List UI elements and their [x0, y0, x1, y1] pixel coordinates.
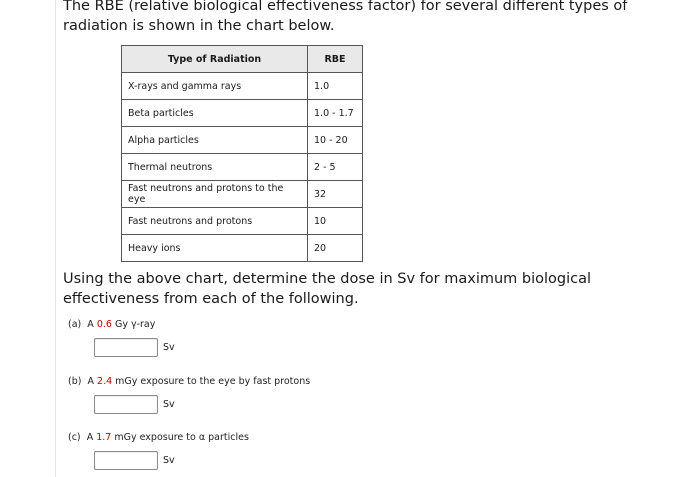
part-prefix: A	[86, 432, 94, 443]
part-prefix: A	[87, 376, 94, 387]
table-row	[122, 154, 363, 181]
header-rbe: RBE	[308, 46, 363, 73]
table-row	[122, 73, 363, 100]
answer-input-a[interactable]	[94, 338, 158, 357]
table-row	[122, 127, 363, 154]
cell-rbe: 20	[308, 235, 363, 262]
table-row	[122, 235, 363, 262]
left-margin-rule	[55, 0, 56, 477]
part-label: (b)	[68, 376, 82, 387]
cell-type: Fast neutrons and protons	[122, 208, 308, 235]
part-prefix: A	[87, 319, 94, 330]
given-value: 0.6	[96, 319, 112, 330]
cell-type: Beta particles	[122, 100, 308, 127]
part-suffix: mGy exposure to α particles	[114, 432, 249, 443]
cell-type: X-rays and gamma rays	[122, 73, 308, 100]
part-a-prompt	[68, 319, 155, 330]
unit-label: Sv	[163, 342, 175, 353]
table-row	[122, 181, 363, 208]
answer-input-b[interactable]	[94, 395, 158, 414]
part-suffix: Gy γ-ray	[114, 319, 156, 330]
question-text: Using the above chart, determine the dose in Sv for maximum biological effectiveness from each of the following.	[63, 271, 592, 307]
part-b-answer	[94, 395, 175, 414]
given-value: 1.7	[96, 432, 112, 443]
part-suffix: mGy exposure to the eye by fast protons	[115, 376, 311, 387]
cell-rbe: 2 - 5	[308, 154, 363, 181]
part-a-answer	[94, 338, 175, 357]
unit-label: Sv	[163, 399, 175, 410]
cell-rbe: 10	[308, 208, 363, 235]
part-c-prompt	[68, 432, 249, 443]
table-row	[122, 100, 363, 127]
answer-input-c[interactable]	[94, 451, 158, 470]
unit-label: Sv	[163, 455, 175, 466]
rbe-table	[121, 45, 363, 262]
cell-rbe: 1.0	[308, 73, 363, 100]
cell-type: Heavy ions	[122, 235, 308, 262]
cell-rbe: 32	[308, 181, 363, 208]
given-value: 2.4	[97, 376, 113, 387]
intro-text: The RBE (relative biological effectiveness factor) for several different types of radiation is shown in the chart below.	[63, 0, 628, 34]
header-type: Type of Radiation	[122, 46, 308, 73]
cell-rbe: 10 - 20	[308, 127, 363, 154]
table-row	[122, 208, 363, 235]
part-c-answer	[94, 451, 175, 470]
table-header-row	[122, 46, 363, 73]
part-b-prompt	[68, 376, 310, 387]
cell-rbe: 1.0 - 1.7	[308, 100, 363, 127]
cell-type: Thermal neutrons	[122, 154, 308, 181]
part-label: (a)	[68, 319, 82, 330]
cell-type: Fast neutrons and protons to the eye	[122, 181, 308, 208]
part-label: (c)	[68, 432, 81, 443]
cell-type: Alpha particles	[122, 127, 308, 154]
